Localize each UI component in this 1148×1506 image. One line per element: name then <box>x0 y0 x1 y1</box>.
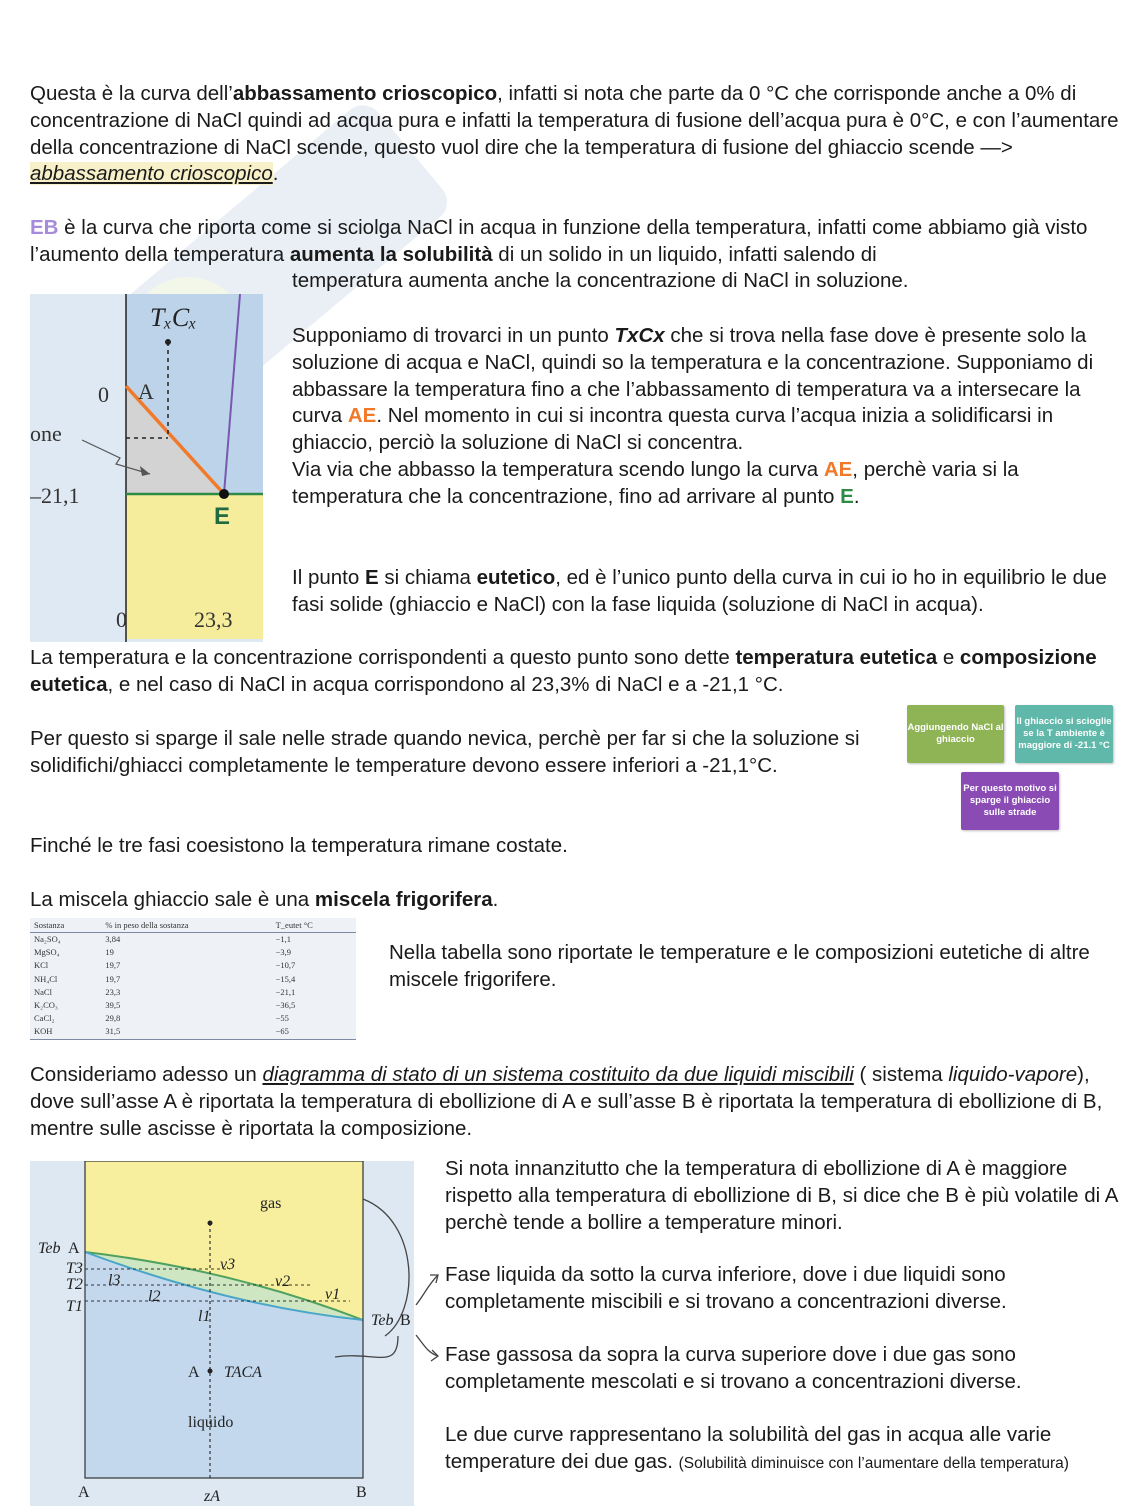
txcx-point <box>165 339 171 345</box>
paragraph-three-phases: Finché le tre fasi coesistono la temperatura rimane costate. <box>30 834 568 857</box>
svg-text:–21,1: –21,1 <box>30 483 80 508</box>
table-row: KOH 31,5 −65 <box>30 1025 356 1039</box>
paragraph-eb-cont: temperatura aumenta anche la concentrazione di NaCl in soluzione. <box>292 269 909 292</box>
paragraph-table-caption: Nella tabella sono riportate le temperature e le composizioni eutetiche di altre miscele frigorifere. <box>389 941 1090 991</box>
svg-text:l1: l1 <box>198 1308 211 1325</box>
paragraph-liquid-vapor: Consideriamo adesso un diagramma di stato di un sistema costituito da due liquidi miscibili ( sistema liquido-vapore), dove sull’asse A è riportata la temperatura di ebollizione di A e sull’asse B è riportata la temperatura di ebollizione di B, mentre sulle ascisse è riportata la composizione. <box>30 1063 1103 1140</box>
eutectic-diagram <box>30 294 263 642</box>
table-header: % in peso della sostanza <box>101 918 271 933</box>
svg-text:v1: v1 <box>325 1286 341 1303</box>
svg-text:0: 0 <box>98 382 109 407</box>
svg-text:Teb: Teb <box>371 1312 394 1329</box>
table-row: NaCl 23,3 −21,1 <box>34 986 296 997</box>
svg-text:A: A <box>138 379 154 404</box>
svg-text:one: one <box>30 421 62 446</box>
svg-text:0: 0 <box>116 607 127 632</box>
svg-text:liquido: liquido <box>188 1414 234 1431</box>
paragraph-txcx: Supponiamo di trovarci in un punto TxCx che si trova nella fase dove è presente solo la soluzione di acqua e NaCl, quindi so la temperatura e la concentrazione. Supponiamo di abbassare la temperatura fino a che l’abbassamento di temperatura va a intersecare la curva AE. Nel momento in cui si incontra questa curva l’acqua inizia a solidificarsi in ghiaccio, perciò la soluzione di NaCl si concentra. Via via che abbasso la temperatura scendo lungo la curva AE, perchè varia si la temperatura che la concentrazione, fino ad arrivare al punto E. <box>292 324 1094 508</box>
concept-box-ice-melts: Il ghiaccio si scioglie se la T ambiente è maggiore di -21.1 °C <box>1015 705 1113 763</box>
svg-text:T2: T2 <box>66 1276 83 1293</box>
table-row: K₂CO₃ 39,5 −36,5 <box>34 1000 296 1011</box>
svg-text:v3: v3 <box>220 1256 236 1273</box>
paragraph-gas-phase: Fase gassosa da sopra la curva superiore dove i due gas sono completamente mescolati e si trovano a concentrazioni diverse. <box>445 1343 1022 1393</box>
concept-box-add-nacl: Aggiungendo NaCl al ghiaccio <box>907 705 1004 763</box>
txcx-label: TₓCₓ <box>150 303 197 332</box>
svg-text:l3: l3 <box>108 1272 121 1289</box>
paragraph-eb: EB è la curva che riporta come si sciolga NaCl in acqua in funzione della temperatura, infatti come abbiamo già visto l’aumento della temperatura aumenta la solubilità di un solido in un liquido, infatti salendo di <box>30 216 1088 266</box>
paragraph-volatility: Si nota innanzitutto che la temperatura di ebollizione di A è maggiore rispetto alla temperatura di ebollizione di B, si dice che B è più volatile di A perchè tende a bollire a temperature minori. <box>445 1157 1118 1234</box>
table-row: MgSO₄ 19 −3,9 <box>34 947 292 958</box>
svg-text:zA: zA <box>204 1488 220 1505</box>
table-row: NH₄Cl 19,7 −15,4 <box>34 973 296 984</box>
concept-box-roads: Per questo motivo si sparge il ghiaccio sulle strade <box>961 772 1059 830</box>
svg-text:A: A <box>78 1484 90 1501</box>
svg-text:A: A <box>68 1240 80 1257</box>
svg-text:l2: l2 <box>148 1288 161 1305</box>
e-label: E <box>214 503 231 530</box>
paragraph-liquid-phase: Fase liquida da sotto la curva inferiore, dove i due liquidi sono completamente miscibili e si trovano a concentrazioni diverse. <box>445 1263 1007 1313</box>
paragraph-eutectic-values: La temperatura e la concentrazione corrispondenti a questo punto sono dette temperatura eutetica e composizione eutetica, e nel caso di NaCl in acqua corrispondono al 23,3% di NaCl e a -21,1 °C. <box>30 646 1097 696</box>
eutectic-table <box>30 918 356 1040</box>
svg-text:TACA: TACA <box>224 1364 262 1381</box>
paragraph-intro: Questa è la curva dell’abbassamento crioscopico, infatti si nota che parte da 0 °C che corrisponde anche a 0% di concentrazione di NaCl quindi ad acqua pura e infatti la temperatura di fusione dell’acqua pura è 0°C, e con l’aumentare della concentrazione di NaCl scende, questo vuol dire che la temperatura di fusione del ghiaccio scende —> abbassamento crioscopico. <box>30 82 1119 186</box>
svg-text:23,3: 23,3 <box>194 607 233 632</box>
table-header: T_eutet °C <box>272 918 356 933</box>
svg-text:T3: T3 <box>66 1260 83 1277</box>
svg-text:A: A <box>188 1364 200 1381</box>
table-row: Na₂SO₄ 3,84 −1,1 <box>34 934 292 944</box>
table-row: CaCl₂ 29,8 −55 <box>34 1013 289 1024</box>
paragraph-curves: Le due curve rappresentano la solubilità del gas in acqua alle varie temperature dei due gas. (Solubilità diminuisce con l’aumentare della temperatura) <box>445 1423 1069 1473</box>
table-header-row <box>30 918 356 933</box>
svg-text:gas: gas <box>260 1195 282 1212</box>
svg-text:B: B <box>400 1312 411 1329</box>
svg-text:v2: v2 <box>275 1273 291 1290</box>
eutectic-point-e <box>219 489 229 499</box>
liquid-vapor-diagram <box>30 1161 414 1506</box>
svg-text:B: B <box>356 1484 367 1501</box>
table-header: Sostanza <box>30 918 101 933</box>
paragraph-frigorifera: La miscela ghiaccio sale è una miscela frigorifera. <box>30 888 499 911</box>
table-row: KCl 19,7 −10,7 <box>34 960 296 971</box>
svg-text:Teb: Teb <box>38 1240 61 1257</box>
paragraph-salt-roads: Per questo si sparge il sale nelle strade quando nevica, perchè per far si che la soluzione si solidifichi/ghiacci completamente le temperature devono essere inferiori a -21,1°C. <box>30 727 860 777</box>
paragraph-eutectic: Il punto E si chiama eutetico, ed è l’unico punto della curva in cui io ho in equilibrio le due fasi solide (ghiaccio e NaCl) con la fase liquida (soluzione di NaCl in acqua). <box>292 566 1107 616</box>
svg-text:T1: T1 <box>66 1298 83 1315</box>
